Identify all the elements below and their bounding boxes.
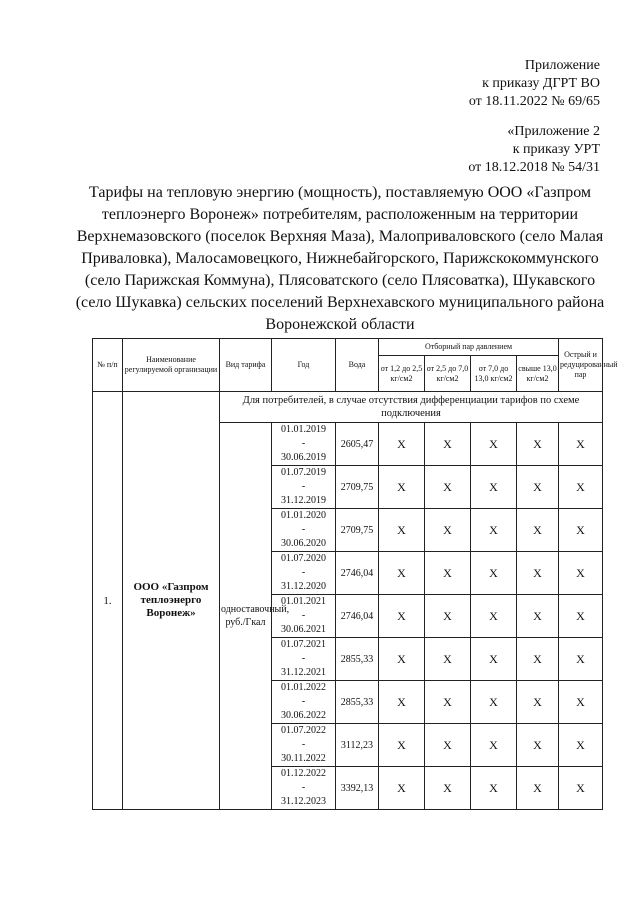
steam-tariff-s3: X <box>471 681 517 724</box>
period-to: 31.12.2019 <box>281 495 326 506</box>
header-water: Вода <box>336 339 379 392</box>
steam-tariff-s4: X <box>517 552 559 595</box>
period-from: 01.01.2020 <box>281 510 326 521</box>
steam-tariff-s2: X <box>425 595 471 638</box>
steam-tariff-s5: X <box>559 724 603 767</box>
steam-tariff-s1: X <box>379 552 425 595</box>
steam-tariff-s2: X <box>425 681 471 724</box>
consumer-note: Для потребителей, в случае отсутствия дифференциации тарифов по схеме подключения <box>220 392 603 423</box>
appendix-reference-1 <box>469 57 600 111</box>
period-to: 31.12.2020 <box>281 581 326 592</box>
steam-tariff-s1: X <box>379 638 425 681</box>
organization-name: ООО «Газпром теплоэнерго Воронеж» <box>123 392 220 810</box>
period-to: 30.06.2019 <box>281 452 326 463</box>
steam-tariff-s5: X <box>559 509 603 552</box>
steam-tariff-s2: X <box>425 638 471 681</box>
steam-tariff-s4: X <box>517 681 559 724</box>
steam-tariff-s5: X <box>559 552 603 595</box>
steam-tariff-s5: X <box>559 638 603 681</box>
steam-tariff-s2: X <box>425 509 471 552</box>
steam-tariff-s1: X <box>379 767 425 810</box>
period-from: 01.07.2019 <box>281 467 326 478</box>
period-sep: - <box>301 653 306 664</box>
steam-tariff-s1: X <box>379 466 425 509</box>
appendix-2-line-1: «Приложение 2 <box>507 124 600 139</box>
steam-tariff-s1: X <box>379 595 425 638</box>
header-steam-4: свыше 13,0 кг/см2 <box>517 356 559 392</box>
period-cell <box>272 595 336 638</box>
header-steam-group: Отборный пар давлением <box>379 339 559 356</box>
period-from: 01.01.2021 <box>281 596 326 607</box>
period-sep: - <box>301 610 306 621</box>
water-tariff: 2709,75 <box>336 466 379 509</box>
period-from: 01.07.2021 <box>281 639 326 650</box>
steam-tariff-s4: X <box>517 767 559 810</box>
period-to: 30.06.2021 <box>281 624 326 635</box>
header-year: Год <box>272 339 336 392</box>
steam-tariff-s3: X <box>471 423 517 466</box>
appendix-1-line-3: от 18.11.2022 № 69/65 <box>468 94 600 109</box>
period-sep: - <box>301 524 306 535</box>
period-from: 01.07.2020 <box>281 553 326 564</box>
steam-tariff-s3: X <box>471 767 517 810</box>
header-organization: Наименование регулируемой организации <box>123 339 220 392</box>
period-sep: - <box>301 696 306 707</box>
header-tariff-kind: Вид тарифа <box>220 339 272 392</box>
period-sep: - <box>301 567 306 578</box>
water-tariff: 2855,33 <box>336 681 379 724</box>
period-cell <box>272 552 336 595</box>
steam-tariff-s3: X <box>471 595 517 638</box>
appendix-2-line-2: к приказу УРТ <box>512 142 600 157</box>
header-steam-2: от 2,5 до 7,0 кг/см2 <box>425 356 471 392</box>
water-tariff: 2709,75 <box>336 509 379 552</box>
header-steam-1: от 1,2 до 2,5 кг/см2 <box>379 356 425 392</box>
period-cell <box>272 767 336 810</box>
tariff-kind: одноставочный, руб./Гкал <box>220 423 272 810</box>
water-tariff: 3392,13 <box>336 767 379 810</box>
steam-tariff-s3: X <box>471 552 517 595</box>
steam-tariff-s1: X <box>379 681 425 724</box>
period-to: 30.06.2022 <box>281 710 326 721</box>
steam-tariff-s3: X <box>471 509 517 552</box>
header-steam-3: от 7,0 до 13,0 кг/см2 <box>471 356 517 392</box>
period-to: 31.12.2021 <box>281 667 326 678</box>
steam-tariff-s4: X <box>517 423 559 466</box>
period-to: 30.06.2020 <box>281 538 326 549</box>
steam-tariff-s4: X <box>517 595 559 638</box>
steam-tariff-s5: X <box>559 466 603 509</box>
period-sep: - <box>301 739 306 750</box>
steam-tariff-s3: X <box>471 638 517 681</box>
tariff-table <box>92 338 618 810</box>
steam-tariff-s4: X <box>517 638 559 681</box>
appendix-1-line-1: Приложение <box>524 58 600 73</box>
steam-tariff-s1: X <box>379 724 425 767</box>
period-cell <box>272 638 336 681</box>
water-tariff: 2855,33 <box>336 638 379 681</box>
period-cell <box>272 681 336 724</box>
header-num: № п/п <box>93 339 123 392</box>
steam-tariff-s2: X <box>425 724 471 767</box>
row-number: 1. <box>93 392 123 810</box>
appendix-reference-2 <box>468 123 600 177</box>
period-from: 01.07.2022 <box>281 725 326 736</box>
steam-tariff-s4: X <box>517 724 559 767</box>
steam-tariff-s2: X <box>425 423 471 466</box>
steam-tariff-s5: X <box>559 595 603 638</box>
period-cell <box>272 466 336 509</box>
period-from: 01.01.2022 <box>281 682 326 693</box>
steam-tariff-s3: X <box>471 466 517 509</box>
steam-tariff-s4: X <box>517 509 559 552</box>
appendix-2-line-3: от 18.12.2018 № 54/31 <box>468 160 600 175</box>
period-sep: - <box>301 481 306 492</box>
water-tariff: 2746,04 <box>336 552 379 595</box>
steam-tariff-s1: X <box>379 423 425 466</box>
water-tariff: 3112,23 <box>336 724 379 767</box>
period-cell <box>272 724 336 767</box>
water-tariff: 2746,04 <box>336 595 379 638</box>
period-cell <box>272 423 336 466</box>
steam-tariff-s2: X <box>425 466 471 509</box>
steam-tariff-s2: X <box>425 767 471 810</box>
steam-tariff-s5: X <box>559 423 603 466</box>
steam-tariff-s4: X <box>517 466 559 509</box>
appendix-1-line-2: к приказу ДГРТ ВО <box>482 76 600 91</box>
period-to: 31.12.2023 <box>281 796 326 807</box>
header-sharp-steam: Острый и редуцированный пар <box>559 339 603 392</box>
document-title: Тарифы на тепловую энергию (мощность), поставляемую ООО «Газпром теплоэнерго Воронеж» потребителям, расположенным на территории Верхнемазовского (поселок Верхняя Маза), Малоприваловского (село Малая Приваловка), Малосамовецкого, Нижнебайгорского, Парижскокоммунского (село Парижская Коммуна), Плясоватского (село Плясоватка), Шукавского (село Шукавка) сельских поселений Верхнехавского муниципального района Воронежской области <box>75 184 605 333</box>
period-from: 01.01.2019 <box>281 424 326 435</box>
period-cell <box>272 509 336 552</box>
steam-tariff-s1: X <box>379 509 425 552</box>
period-sep: - <box>301 782 306 793</box>
period-to: 30.11.2022 <box>281 753 326 764</box>
period-sep: - <box>301 438 306 449</box>
steam-tariff-s2: X <box>425 552 471 595</box>
water-tariff: 2605,47 <box>336 423 379 466</box>
steam-tariff-s5: X <box>559 767 603 810</box>
steam-tariff-s5: X <box>559 681 603 724</box>
period-from: 01.12.2022 <box>281 768 326 779</box>
steam-tariff-s3: X <box>471 724 517 767</box>
